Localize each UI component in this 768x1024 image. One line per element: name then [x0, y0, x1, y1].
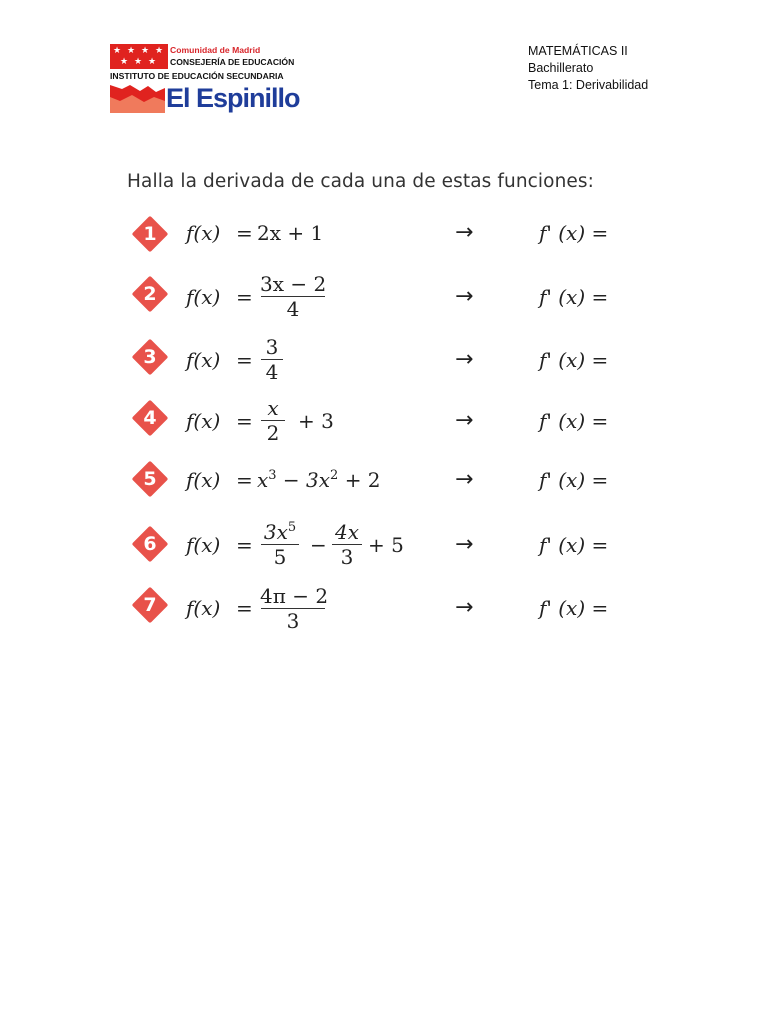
logo-brand: El Espinillo: [166, 83, 300, 113]
item-number-badge: 4: [132, 400, 168, 436]
exercise-item-1: [126, 212, 626, 272]
document-header: [528, 43, 648, 94]
exercise-item-4: [126, 396, 626, 456]
fraction: [331, 520, 363, 569]
item-number-badge: 5: [132, 461, 168, 497]
item-number-badge: 3: [132, 339, 168, 375]
fraction: [260, 335, 284, 384]
numerator: 4π − 2: [260, 584, 329, 608]
item-number-badge: 7: [132, 587, 168, 623]
numerator: x: [267, 396, 279, 420]
madrid-flag: ★ ★ ★ ★ ★ ★ ★: [110, 44, 168, 69]
function-label: f(x): [186, 221, 221, 245]
fraction: [260, 520, 300, 569]
derivative-label: f' (x) =: [539, 285, 609, 309]
denominator: 3: [340, 545, 354, 569]
derivative-label: f' (x) =: [539, 533, 609, 557]
exercise-item-3: [126, 335, 626, 395]
arrow-icon: →: [455, 408, 474, 433]
item-number-badge: 1: [132, 216, 168, 252]
arrow-icon: →: [455, 284, 474, 309]
equals-sign: =: [236, 596, 253, 620]
logo-institute: INSTITUTO DE EDUCACIÓN SECUNDARIA: [110, 71, 284, 81]
function-label: f(x): [186, 285, 221, 309]
school-logo: [110, 44, 300, 114]
topic-title: Tema 1: Derivabilidad: [528, 78, 649, 92]
equals-sign: =: [236, 221, 253, 245]
exercise-item-5: [126, 459, 626, 519]
derivative-label: f' (x) =: [539, 468, 609, 492]
expression-tail: + 5: [368, 533, 404, 557]
arrow-icon: →: [455, 347, 474, 372]
derivative-label: f' (x) =: [539, 409, 609, 433]
equals-sign: =: [236, 285, 253, 309]
denominator: 3: [286, 609, 300, 633]
function-label: f(x): [186, 596, 221, 620]
denominator: 2: [266, 421, 280, 445]
derivative-label: f' (x) =: [539, 596, 609, 620]
equals-sign: =: [236, 533, 253, 557]
exercise-item-6: [126, 518, 626, 578]
equals-sign: =: [236, 468, 253, 492]
function-label: f(x): [186, 409, 221, 433]
arrow-icon: →: [455, 595, 474, 620]
function-label: f(x): [186, 468, 221, 492]
arrow-icon: →: [455, 467, 474, 492]
numerator: 3: [265, 335, 279, 359]
item-number-badge: 6: [132, 526, 168, 562]
function-label: f(x): [186, 533, 221, 557]
function-expression: $x^3 - 3x^2 + 2$: [257, 468, 381, 492]
logo-banner-graphic: [110, 83, 165, 113]
item-number-badge: 2: [132, 276, 168, 312]
equals-sign: =: [236, 348, 253, 372]
exercise-item-2: [126, 272, 626, 332]
function-expression: 2x + 1: [257, 221, 324, 245]
exercise-instruction: Halla la derivada de cada una de estas funciones:: [127, 171, 594, 192]
course-level: Bachillerato: [528, 61, 594, 75]
fraction: [260, 584, 329, 633]
logo-community: Comunidad de Madrid: [170, 45, 261, 55]
subject-title: MATEMÁTICAS II: [528, 44, 628, 58]
expression-tail: + 3: [298, 409, 334, 433]
fraction: [260, 272, 326, 321]
fraction: [260, 396, 286, 445]
equals-sign: =: [236, 409, 253, 433]
arrow-icon: →: [455, 532, 474, 557]
denominator: 4: [286, 297, 300, 321]
derivative-label: f' (x) =: [539, 348, 609, 372]
logo-department: CONSEJERÍA DE EDUCACIÓN: [170, 57, 295, 67]
operator: −: [310, 533, 327, 557]
denominator: 4: [265, 360, 279, 384]
numerator: 4x: [334, 520, 359, 544]
numerator: 3x − 2: [260, 272, 327, 296]
denominator: 5: [273, 545, 287, 569]
exercise-item-7: [126, 584, 626, 644]
derivative-label: f' (x) =: [539, 221, 609, 245]
numerator: $3x^5$: [263, 520, 297, 544]
function-label: f(x): [186, 348, 221, 372]
arrow-icon: →: [455, 220, 474, 245]
